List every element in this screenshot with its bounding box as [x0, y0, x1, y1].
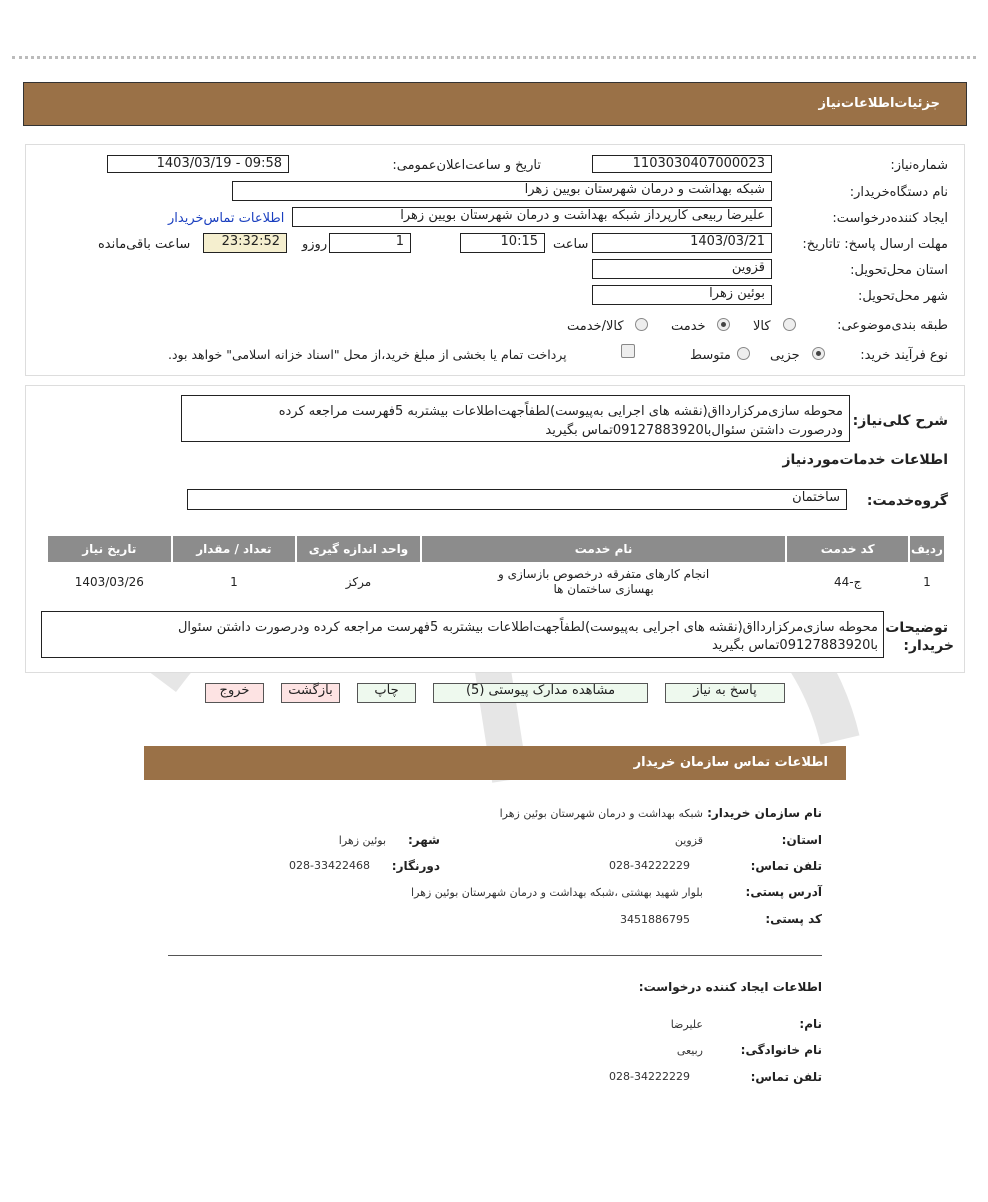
- contact-org-label: نام سازمان خریدار:: [707, 806, 822, 820]
- contact-province-label: استان:: [781, 833, 822, 847]
- contact-address-value: بلوار شهید بهشتی ،شبکه بهداشت و درمان شهرستان بوئین زهرا: [411, 886, 703, 899]
- category-goods-radio[interactable]: [783, 318, 796, 331]
- summary-text-line2: ودرصورت داشتن سئوال‌با09127883920تماس بگیرید: [545, 423, 843, 438]
- process-label: نوع فرآیند خرید:: [860, 348, 948, 363]
- need-number-field: 1103030407000023: [592, 155, 772, 173]
- cell-name: انجام کارهای متفرقه درخصوص بازسازی و بهسازی ساختمان ها: [422, 564, 786, 600]
- category-service-label: خدمت: [671, 319, 706, 334]
- creator-phone-value: 028-34222229: [609, 1070, 690, 1083]
- contact-address-label: آدرس پستی:: [745, 885, 822, 899]
- exit-button[interactable]: خروج: [205, 683, 264, 703]
- service-group-field: ساختمان: [187, 489, 847, 510]
- creator-name-value: علیرضا: [670, 1018, 703, 1031]
- creator-phone-label: تلفن تماس:: [750, 1070, 822, 1084]
- remaining-time-field: 23:32:52: [203, 233, 287, 253]
- contact-fax-label: دورنگار:: [391, 859, 440, 873]
- deadline-label: مهلت ارسال پاسخ: تاتاریخ:: [802, 237, 948, 252]
- page-title: جزئیات‌اطلاعات‌نیاز: [818, 96, 940, 111]
- days-label: روزو: [302, 237, 328, 252]
- contact-fax-value: 028-33422468: [289, 859, 370, 872]
- process-medium-radio[interactable]: [737, 347, 750, 360]
- table-header-row: [48, 536, 944, 562]
- buyer-notes-label-2: خریدار:: [903, 638, 954, 654]
- province-field: قزوین: [592, 259, 772, 279]
- request-info-panel: [25, 144, 965, 376]
- city-field: بوئین زهرا: [592, 285, 772, 305]
- buyer-notes-line2: با09127883920تماس بگیرید: [711, 638, 878, 653]
- contact-province-value: قزوین: [674, 834, 703, 847]
- col-unit: واحد اندازه گیری: [297, 536, 420, 562]
- buyer-notes-label-1: توضیحات: [885, 620, 948, 636]
- col-row: ردیف: [910, 536, 944, 562]
- time-label: ساعت: [553, 237, 589, 252]
- deadline-time-field: 10:15: [460, 233, 545, 253]
- summary-label: شرح کلی‌نیاز:: [852, 413, 948, 429]
- contact-phone-label: تلفن تماس:: [750, 859, 822, 873]
- category-goods-label: کالا: [753, 319, 771, 334]
- service-group-label: گروه‌خدمت:: [866, 493, 948, 509]
- category-both-label: کالا/خدمت: [567, 319, 624, 334]
- contact-divider: [168, 955, 822, 956]
- page-header: [23, 82, 967, 126]
- process-medium-label: متوسط: [690, 348, 731, 363]
- creator-name-label: نام:: [799, 1017, 822, 1031]
- back-button[interactable]: بازگشت: [281, 683, 340, 703]
- view-attachments-button[interactable]: مشاهده مدارک پیوستی (5): [433, 683, 648, 703]
- creator-family-value: ربیعی: [676, 1044, 703, 1057]
- services-heading: اطلاعات خدمات‌مورد‌نیاز: [782, 452, 948, 468]
- category-service-radio[interactable]: [717, 318, 730, 331]
- deadline-date-field: 1403/03/21: [592, 233, 772, 253]
- contact-org-value: شبکه بهداشت و درمان شهرستان بوئین زهرا: [499, 807, 703, 820]
- treasury-checkbox[interactable]: [621, 344, 635, 358]
- cell-qty: 1: [173, 564, 296, 600]
- category-both-radio[interactable]: [635, 318, 648, 331]
- process-partial-radio[interactable]: [812, 347, 825, 360]
- buyer-contact-link[interactable]: اطلاعات تماس‌خریدار: [168, 211, 285, 226]
- province-label: استان محل‌تحویل:: [850, 263, 948, 278]
- contact-section-header: [144, 746, 846, 780]
- table-row: [48, 564, 944, 600]
- creator-info-title: اطلاعات ایجاد کننده درخواست:: [638, 980, 822, 994]
- contact-postal-label: کد پستی:: [765, 912, 822, 926]
- reply-button[interactable]: پاسخ به نیاز: [665, 683, 785, 703]
- services-table-wrap: [46, 534, 946, 602]
- print-button[interactable]: چاپ: [357, 683, 416, 703]
- city-label: شهر محل‌تحویل:: [858, 289, 948, 304]
- contact-section-title: اطلاعات تماس سازمان خریدار: [633, 755, 828, 770]
- contact-postal-value: 3451886795: [620, 913, 690, 926]
- process-partial-label: جزیی: [770, 348, 800, 363]
- top-divider: [12, 56, 976, 59]
- col-name: نام خدمت: [422, 536, 786, 562]
- cell-code: ج-44: [787, 564, 908, 600]
- buyer-org-label: نام دستگاه‌خریدار:: [849, 185, 948, 200]
- cell-date: 1403/03/26: [48, 564, 171, 600]
- treasury-note: پرداخت تمام یا بخشی از مبلغ خرید،از محل "اسناد خزانه اسلامی" خواهد بود.: [168, 347, 567, 362]
- contact-city-value: بوئین زهرا: [338, 834, 386, 847]
- contact-city-label: شهر:: [408, 833, 440, 847]
- creator-label: ایجاد کننده‌درخواست:: [832, 211, 948, 226]
- creator-field: علیرضا ربیعی کارپرداز شبکه بهداشت و درمان شهرستان بویین زهرا: [292, 207, 772, 227]
- cell-unit: مرکز: [297, 564, 420, 600]
- buyer-org-field: شبکه بهداشت و درمان شهرستان بویین زهرا: [232, 181, 772, 201]
- need-number-label: شماره‌نیاز:: [890, 158, 948, 173]
- cell-row: 1: [910, 564, 944, 600]
- remaining-label: ساعت باقی‌مانده: [98, 237, 191, 252]
- announce-label: تاریخ و ساعت‌اعلان‌عمومی:: [392, 158, 541, 173]
- days-field: 1: [329, 233, 411, 253]
- col-qty: تعداد / مقدار: [173, 536, 296, 562]
- summary-text-line1: محوطه سازی‌مرکزاردااق(نقشه های اجرایی به‌پیوست)لطفاًجهت‌اطلاعات بیشتربه 5فهرست مراجعه کرده: [278, 404, 843, 419]
- buyer-notes-line1: محوطه سازی‌مرکزاردااق(نقشه های اجرایی به‌پیوست)لطفاًجهت‌اطلاعات بیشتربه 5فهرست مراجعه کرده ودرصورت داشتن سئوال: [177, 620, 878, 635]
- services-table: [46, 534, 946, 602]
- col-date: تاریخ نیاز: [48, 536, 171, 562]
- category-label: طبقه بندی‌موضوعی:: [837, 318, 948, 333]
- announce-datetime-field: 1403/03/19 - 09:58: [107, 155, 289, 173]
- contact-phone-value: 028-34222229: [609, 859, 690, 872]
- col-code: کد خدمت: [787, 536, 908, 562]
- creator-family-label: نام خانوادگی:: [740, 1043, 822, 1057]
